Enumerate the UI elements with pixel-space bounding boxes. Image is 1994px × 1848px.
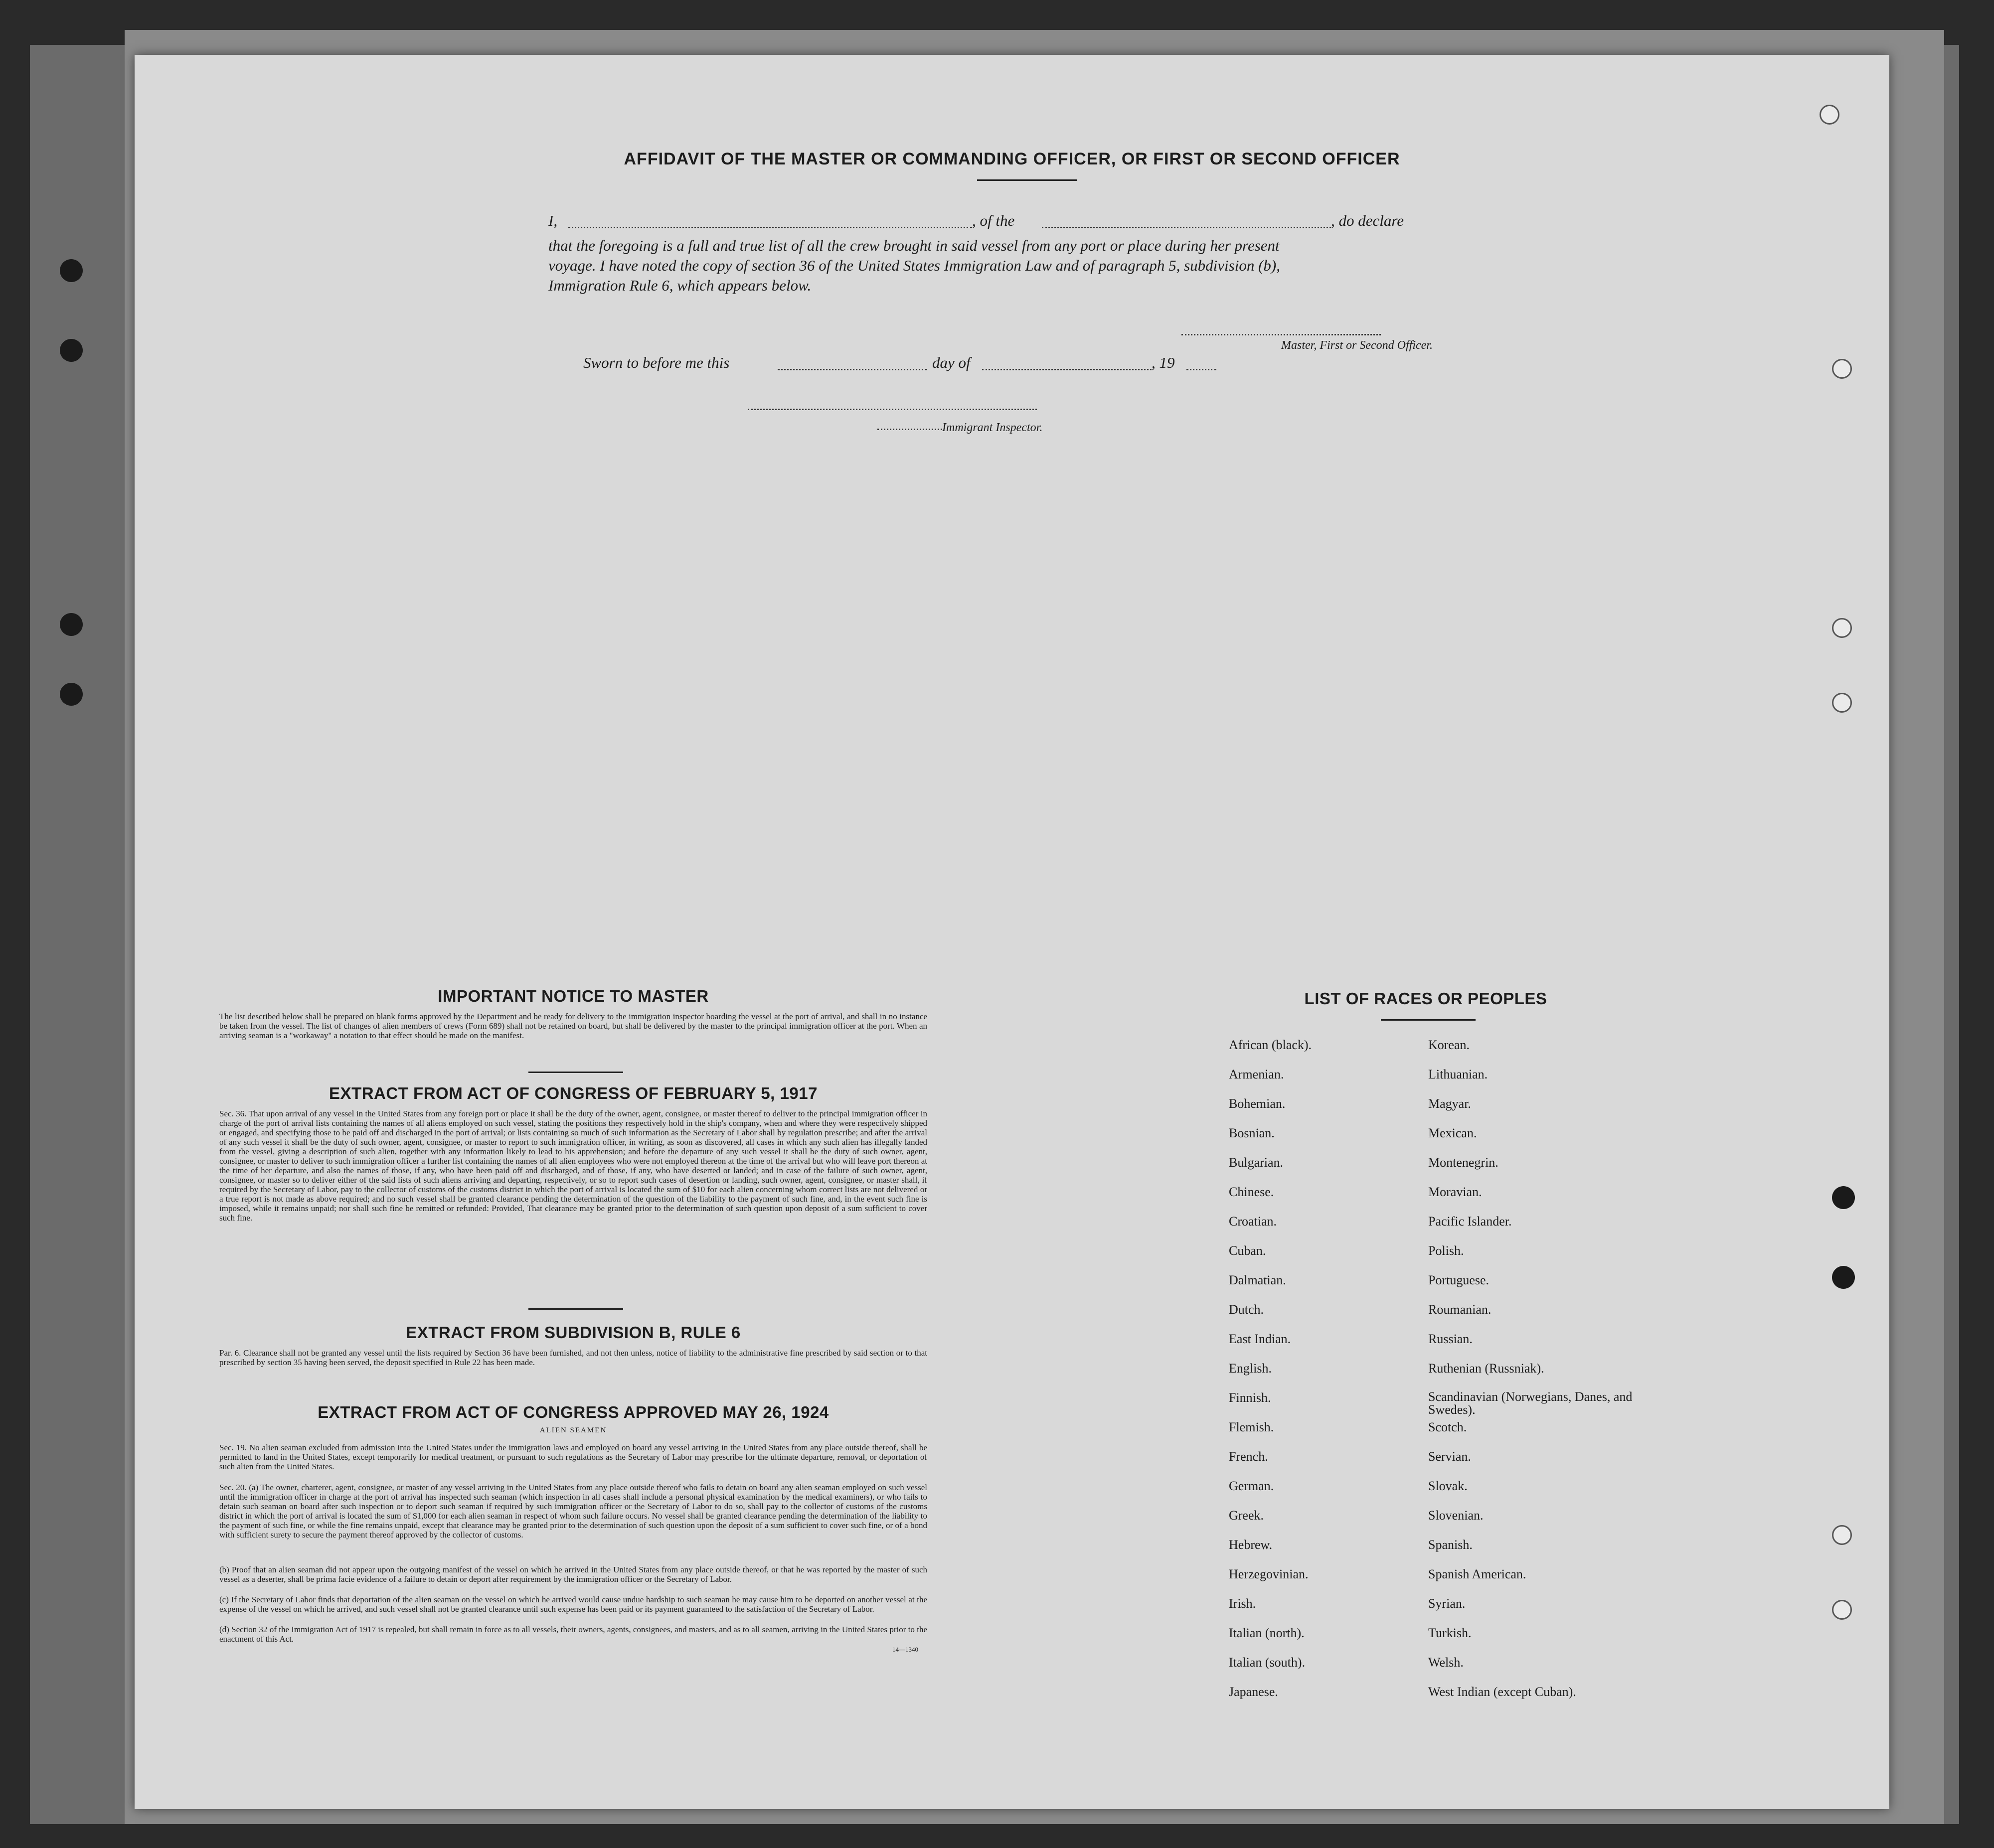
race-item: Herzegovinian.: [1229, 1567, 1309, 1581]
punch-hole: [1820, 105, 1839, 125]
race-item: Turkish.: [1428, 1626, 1472, 1640]
race-item: Montenegrin.: [1428, 1155, 1498, 1170]
affidavit-line3: voyage. I have noted the copy of section 36 of the United States Immigration Law and of paragraph 5, subdivision (b),: [548, 257, 1280, 274]
race-item: Servian.: [1428, 1449, 1471, 1464]
extract-1924-sec20c: (c) If the Secretary of Labor finds that deportation of the alien seaman on the vessel on which he arrived would cause undue hardship to such seaman he may cause him to be deported on another vessel at the expense of the vessel on which he arrived, and such vessel shall not be granted clearance until such expense has been paid or its payment guaranteed to the satisfaction of the Secretary of Labor.: [219, 1595, 927, 1614]
form-number: 14—1340: [892, 1646, 918, 1653]
sworn-day-blank: [778, 369, 927, 370]
extract-1917-title: EXTRACT FROM ACT OF CONGRESS OF FEBRUARY 5, 1917: [329, 1084, 818, 1102]
race-item: Italian (north).: [1229, 1626, 1305, 1640]
extract-1924-sec19: Sec. 19. No alien seaman excluded from admission into the United States under the immigration laws and employed on board any vessel arriving in the United States from any place outside thereof, shall be permitted to land in the United States, except temporarily for medical treatment, or pursuant to such regulations as the Secretary of Labor may prescribe for the ultimate departure, removal, or deportation of such alien from the United States.: [219, 1443, 927, 1471]
race-item: Croatian.: [1229, 1214, 1277, 1229]
notice-body: The list described below shall be prepared on blank forms approved by the Department and be ready for delivery to the immigration inspector boarding the vessel at the port of arrival, and shall in no instance be taken from the vessel. The list of changes of alien members of crews (Form 689) shall not be retained on board, but shall be delivered by the master to the principal immigration officer at the port. When an arriving seaman is a "workaway" a notation to that effect should be made on the manifest.: [219, 1012, 927, 1040]
race-item: Flemish.: [1229, 1420, 1274, 1434]
race-item: Lithuanian.: [1428, 1067, 1488, 1081]
extract-1924-sec20a: Sec. 20. (a) The owner, charterer, agent, consignee, or master of any vessel arriving in the United States from any place outside thereof who fails to detain on board any alien seaman employed on such vessel until the immigration officer in charge at the port of arrival has inspected such seaman (which inspection in all cases shall include a personal physical examination by the medical examiners), or who fails to detain such seaman on board after such inspection or to deport such seaman if required by such immigration officer or the Secretary of Labor to do so, shall pay to the collector of customs of the customs district in which the port of arrival is located the sum of $1,000 for each alien seaman in respect of whom such failure occurs. No vessel shall be granted clearance pending the determination of the liability to the payment of such fine, or while the fine remains unpaid, except that clearance may be granted prior to the determination of such question upon the deposit of a sum sufficient to cover such fine, or of a bond with sufficient surety to secure the payment thereof approved by the collector of customs.: [219, 1483, 927, 1540]
race-item: Scotch.: [1428, 1420, 1467, 1434]
race-item: Armenian.: [1229, 1067, 1284, 1081]
race-item: German.: [1229, 1479, 1274, 1493]
notice-title: IMPORTANT NOTICE TO MASTER: [438, 987, 709, 1005]
affidavit-title: AFFIDAVIT OF THE MASTER OR COMMANDING OFFICER, OR FIRST OR SECOND OFFICER: [624, 150, 1400, 168]
race-item: English.: [1229, 1361, 1272, 1376]
race-item: Japanese.: [1229, 1685, 1278, 1699]
master-label: Master, First or Second Officer.: [1281, 339, 1433, 352]
master-signature-line: [1181, 334, 1381, 335]
affidavit-i: I,: [548, 212, 558, 229]
race-item: Korean.: [1428, 1038, 1470, 1052]
races-title-rule: [1381, 1019, 1476, 1021]
sworn-month-blank: [982, 369, 1152, 370]
race-item: Mexican.: [1428, 1126, 1477, 1140]
section-rule: [528, 1308, 623, 1310]
race-item: French.: [1229, 1449, 1268, 1464]
race-item: Scandinavian (Norwegians, Danes, and Swedes).: [1428, 1389, 1633, 1417]
race-item: Syrian.: [1428, 1596, 1466, 1611]
race-item: Cuban.: [1229, 1243, 1266, 1258]
race-item: Bulgarian.: [1229, 1155, 1284, 1170]
punch-hole: [1832, 359, 1852, 379]
extract-rule6-title: EXTRACT FROM SUBDIVISION B, RULE 6: [406, 1323, 741, 1342]
punch-hole: [1832, 1600, 1852, 1620]
name-blank: [568, 227, 972, 228]
inspector-signature-line: [748, 409, 1037, 410]
race-item: Ruthenian (Russniak).: [1428, 1361, 1544, 1376]
race-item: Slovak.: [1428, 1479, 1468, 1493]
race-item: Welsh.: [1428, 1655, 1464, 1670]
affidavit-declare: , do declare: [1331, 212, 1404, 229]
vessel-blank: [1042, 227, 1331, 228]
extract-1924-sec20d: (d) Section 32 of the Immigration Act of 1917 is repealed, but shall remain in force as to all vessels, their owners, agents, consignees, and masters, and as to all seamen, arriving in the United States prior to the enactment of this Act.: [219, 1625, 927, 1644]
race-item: Bosnian.: [1229, 1126, 1275, 1140]
race-item: Spanish American.: [1428, 1567, 1526, 1581]
race-item: Bohemian.: [1229, 1096, 1286, 1111]
punch-hole: [1832, 618, 1852, 638]
extract-1917-body: Sec. 36. That upon arrival of any vessel in the United States from any foreign port or place it shall be the duty of the owner, agent, consignee, or master thereof to deliver to the principal immigration officer in charge of the port of arrival lists containing the names of all aliens employed on such vessel, stating the positions they respectively hold in the ship's company, when and where they were respectively shipped or engaged, and specifying those to be paid off and discharged in the port of arrival; or lists containing so much of such information as the Secretary of Labor shall by regulation prescribe; and after the arrival of any such vessel it shall be the duty of such owner, agent, consignee, or master to report to such immigration officer, in writing, as soon as discovered, all cases in which any such alien has illegally landed from the vessel, giving a description of such alien, together with any information likely to lead to his apprehension; and before the departure of any such vessel it shall be the duty of such owner, agent, consignee, or master to deliver to such immigration officer a further list containing the names of all alien employees who were not employed thereon at the time of the arrival but who will leave port thereon at the time of her departure, and also the names of those, if any, who have been paid off and discharged, and of those, if any, who have deserted or landed; and in case of the failure of such owner, agent, consignee, or master so to deliver either of the said lists of such aliens arriving and departing, respectively, or so to report such cases of desertion or landing, such owner, agent, consignee, or master shall, if required by the Secretary of Labor, pay to the collector of customs of the customs district in which the port of arrival is located the sum of $10 for each alien concerning whom correct lists are not delivered or a true report is not made as above required; and no such vessel shall be granted clearance pending the determination of the question of the liability to the payment of such fine, and, in the event such fine is imposed, while it remains unpaid; nor shall such fine be remitted or refunded: Provided, That clearance may be granted prior to the determination of such question upon deposit of a sum sufficient to cover such fine.: [219, 1109, 927, 1223]
punch-hole: [1832, 693, 1852, 713]
punch-hole: [1832, 1525, 1852, 1545]
race-item: Spanish.: [1428, 1538, 1473, 1552]
race-item: East Indian.: [1229, 1332, 1291, 1346]
year-text: , 19: [1152, 354, 1175, 371]
inspector-prefix-line: [877, 429, 942, 430]
alien-seamen-subhead: ALIEN SEAMEN: [539, 1426, 607, 1434]
punch-hole: [1832, 1186, 1855, 1209]
extract-1924-sec20b: (b) Proof that an alien seaman did not appear upon the outgoing manifest of the vessel on which he arrived in the United States from any place outside thereof, or that he was reported by the master of such vessel as a deserter, shall be prima facie evidence of a failure to detain or deport after requirement by the immigration officer or the Secretary of Labor.: [219, 1565, 927, 1584]
race-item: Russian.: [1428, 1332, 1473, 1346]
section-rule: [528, 1072, 623, 1073]
race-item: Magyar.: [1428, 1096, 1471, 1111]
race-item: Polish.: [1428, 1243, 1464, 1258]
title-rule: [977, 179, 1077, 181]
inspector-label: Immigrant Inspector.: [942, 421, 1043, 434]
race-item: Chinese.: [1229, 1185, 1274, 1199]
affidavit-line2: that the foregoing is a full and true list of all the crew brought in said vessel from any port or place during her present: [548, 237, 1280, 254]
race-item: Irish.: [1229, 1596, 1256, 1611]
year-blank: [1186, 369, 1216, 370]
affidavit-line4: Immigration Rule 6, which appears below.: [548, 277, 812, 294]
race-item: Italian (south).: [1229, 1655, 1306, 1670]
day-of-text: day of: [932, 354, 971, 371]
races-title: LIST OF RACES OR PEOPLES: [1304, 989, 1547, 1008]
extract-1924-title: EXTRACT FROM ACT OF CONGRESS APPROVED MAY 26, 1924: [318, 1403, 829, 1421]
race-item: Moravian.: [1428, 1185, 1482, 1199]
race-item: Slovenian.: [1428, 1508, 1484, 1523]
sworn-text: Sworn to before me this: [583, 354, 730, 371]
manifest-page: [135, 55, 1889, 1809]
race-item: Finnish.: [1229, 1390, 1271, 1405]
race-item: Hebrew.: [1229, 1538, 1273, 1552]
extract-rule6-body: Par. 6. Clearance shall not be granted any vessel until the lists required by Section 36 have been furnished, and not then unless, notice of liability to the administrative fine prescribed by said section or to that prescribed by section 35 having been served, the deposit specified in Rule 22 has been made.: [219, 1348, 927, 1367]
punch-hole: [1832, 1266, 1855, 1289]
binder-hole: [60, 683, 83, 706]
binder-hole: [60, 259, 83, 282]
race-item: Portuguese.: [1428, 1273, 1490, 1287]
race-item: Dalmatian.: [1229, 1273, 1286, 1287]
race-item: Dutch.: [1229, 1302, 1264, 1317]
race-item: Pacific Islander.: [1428, 1214, 1512, 1229]
race-item: Roumanian.: [1428, 1302, 1492, 1317]
race-item: West Indian (except Cuban).: [1428, 1685, 1576, 1699]
binder-hole: [60, 339, 83, 362]
race-item: Greek.: [1229, 1508, 1264, 1523]
race-item: African (black).: [1229, 1038, 1312, 1052]
binder-hole: [60, 613, 83, 636]
affidavit-of-the: , of the: [972, 212, 1015, 229]
